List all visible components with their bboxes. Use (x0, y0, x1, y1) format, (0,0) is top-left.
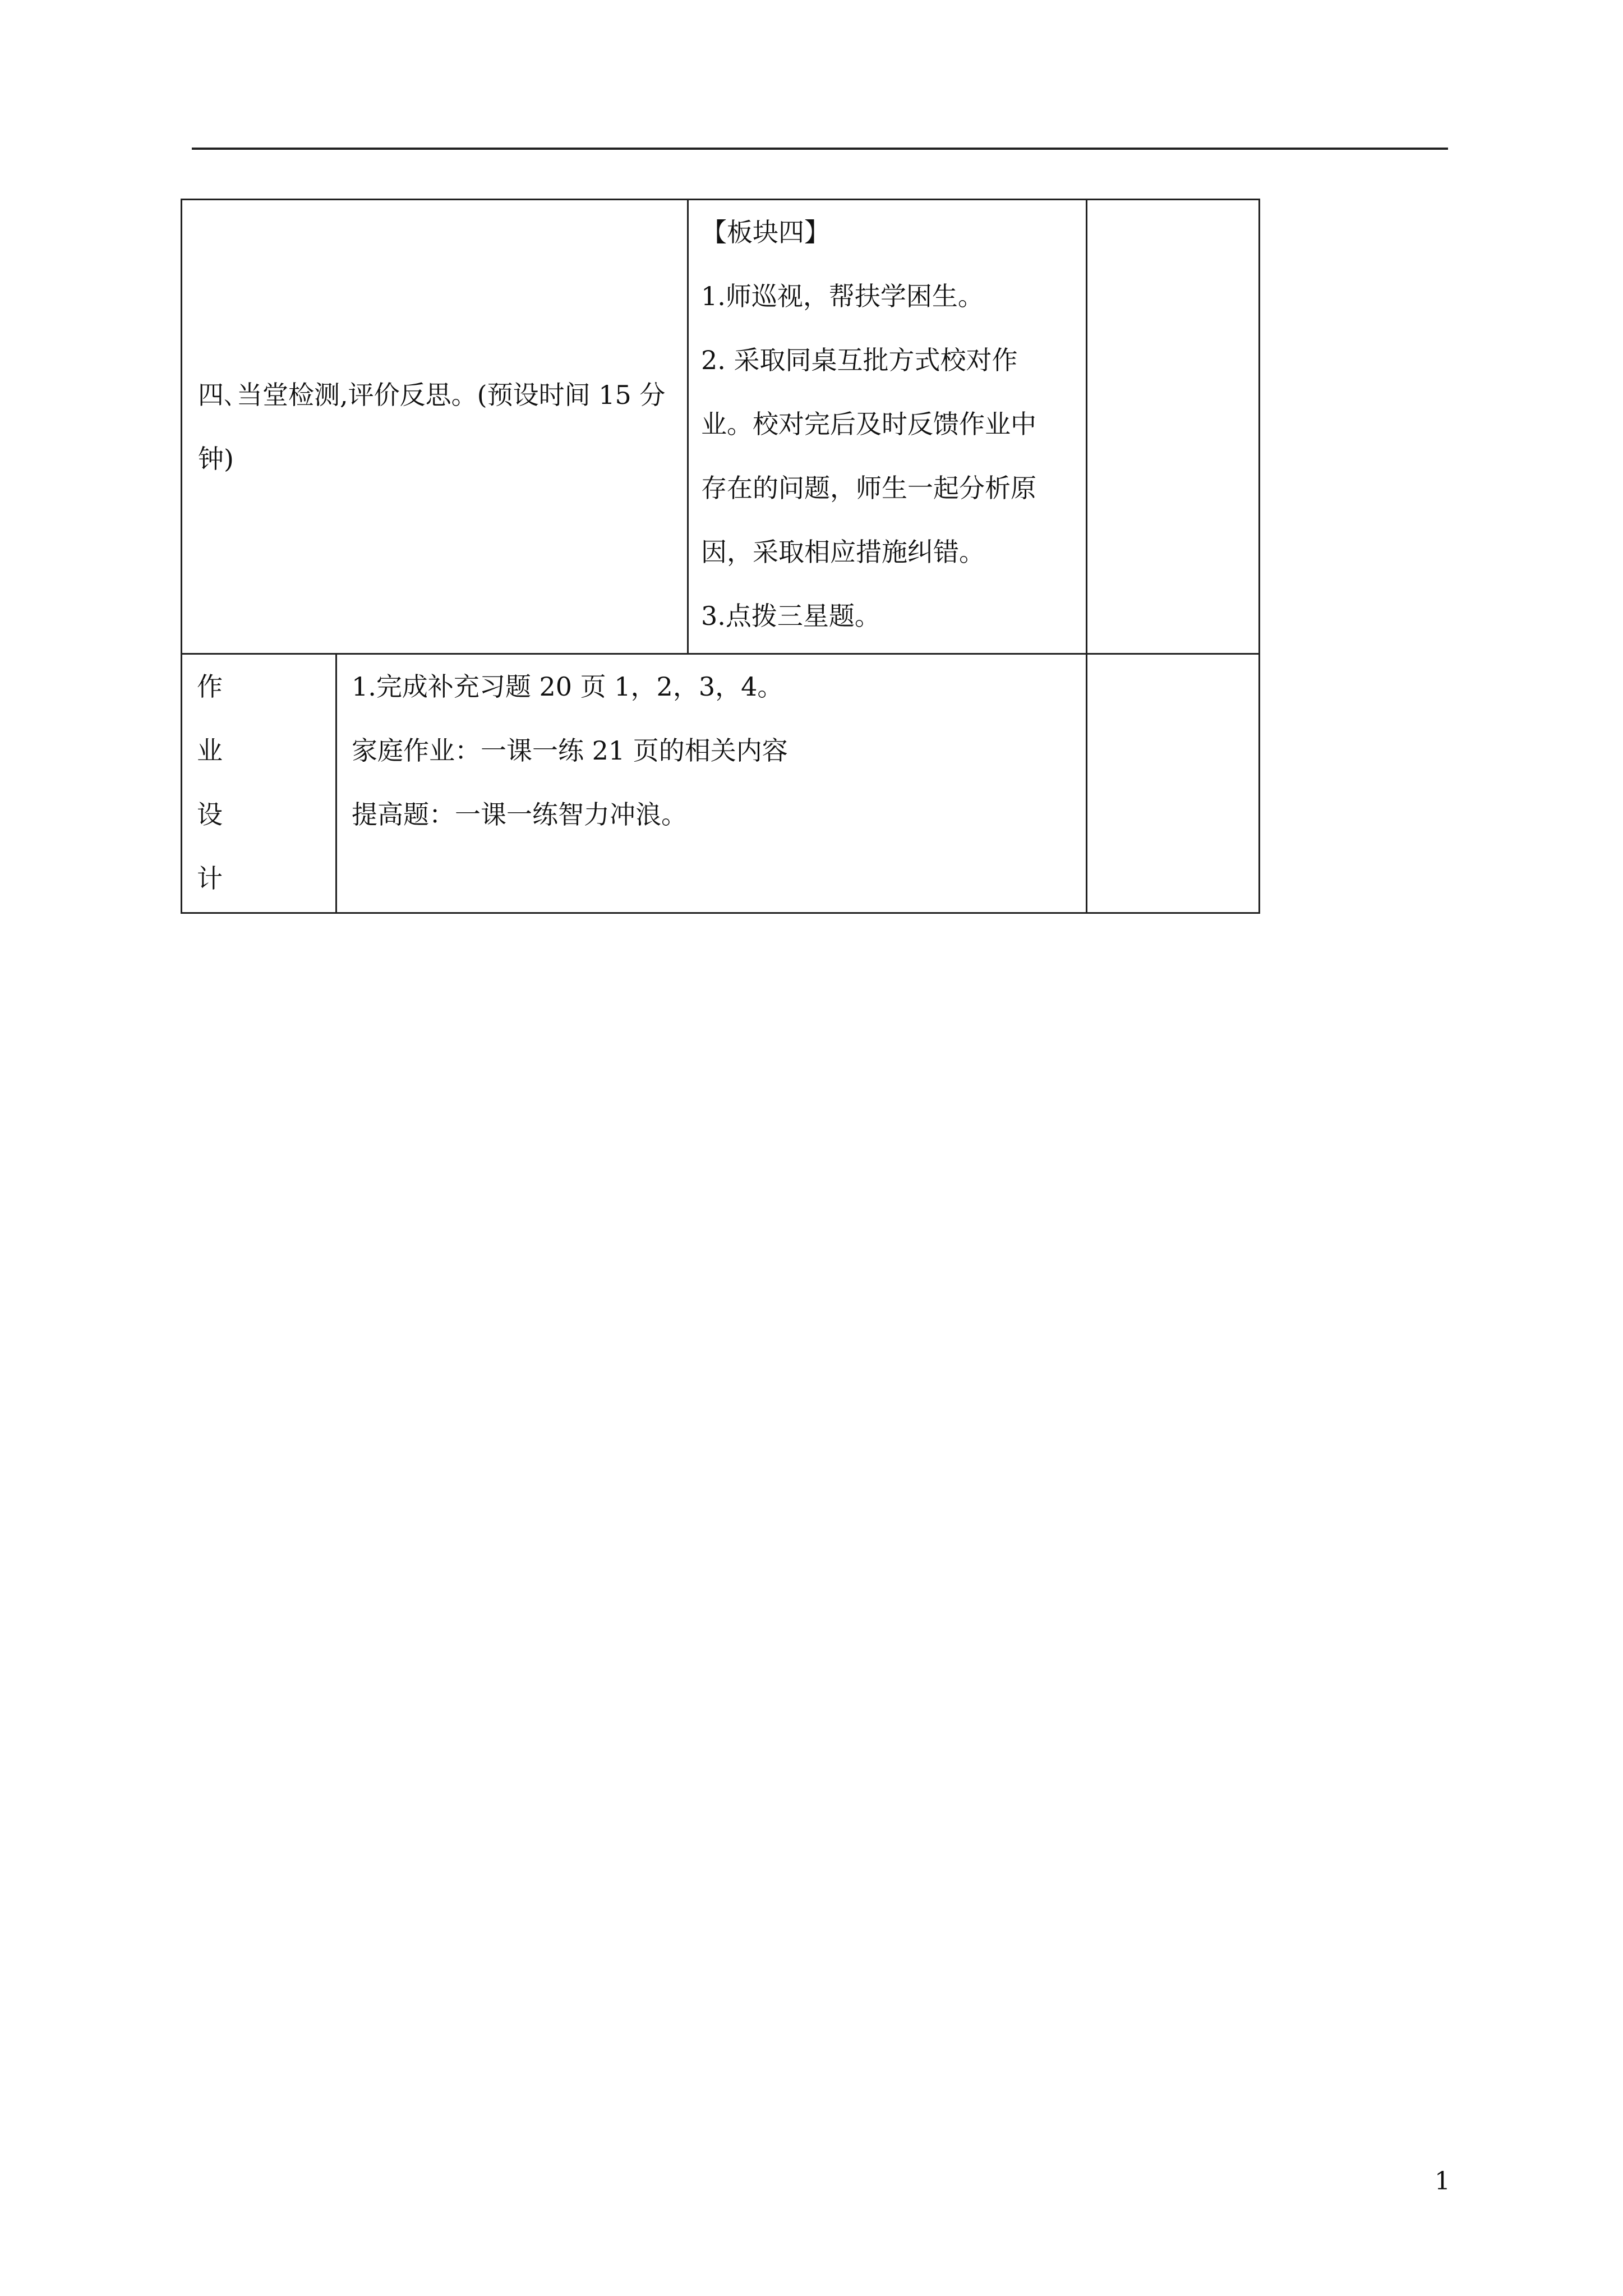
homework-label-char: 设 (197, 799, 223, 830)
homework-row (182, 654, 1260, 913)
homework-notes-cell (1087, 654, 1260, 913)
block-heading: 【板块四】 (701, 217, 831, 247)
homework-label-char: 计 (197, 863, 223, 894)
block-line: 3.点拨三星题。 (701, 601, 880, 631)
block-line: 因，采取相应措施纠错。 (701, 537, 985, 567)
homework-label-cell (182, 654, 336, 913)
section-four-row (182, 200, 1260, 654)
homework-content-cell (336, 654, 1087, 913)
teacher-activity-cell (688, 200, 1087, 654)
page-number: 1 (1435, 2167, 1450, 2196)
block-line: 业。校对完后及时反馈作业中 (701, 409, 1037, 439)
homework-label-char: 作 (197, 671, 223, 702)
homework-line: 1.完成补充习题 20 页 1，2，3，4。 (352, 671, 783, 702)
homework-line: 家庭作业：一课一练 21 页的相关内容 (352, 735, 788, 766)
header-rule (192, 148, 1448, 150)
block-line: 存在的问题，师生一起分析原 (701, 473, 1037, 503)
notes-cell (1087, 200, 1260, 654)
section-title: 四､当堂检测,评价反思。(预设时间 15 分钟) (198, 379, 666, 474)
section-title-cell (182, 200, 688, 654)
lesson-plan-table (181, 199, 1260, 914)
block-line: 2. 采取同桌互批方式校对作 (701, 345, 1018, 375)
homework-label-char: 业 (197, 735, 223, 766)
homework-line: 提高题：一课一练智力冲浪。 (352, 799, 687, 830)
block-line: 1.师巡视，帮扶学困生。 (701, 281, 984, 311)
